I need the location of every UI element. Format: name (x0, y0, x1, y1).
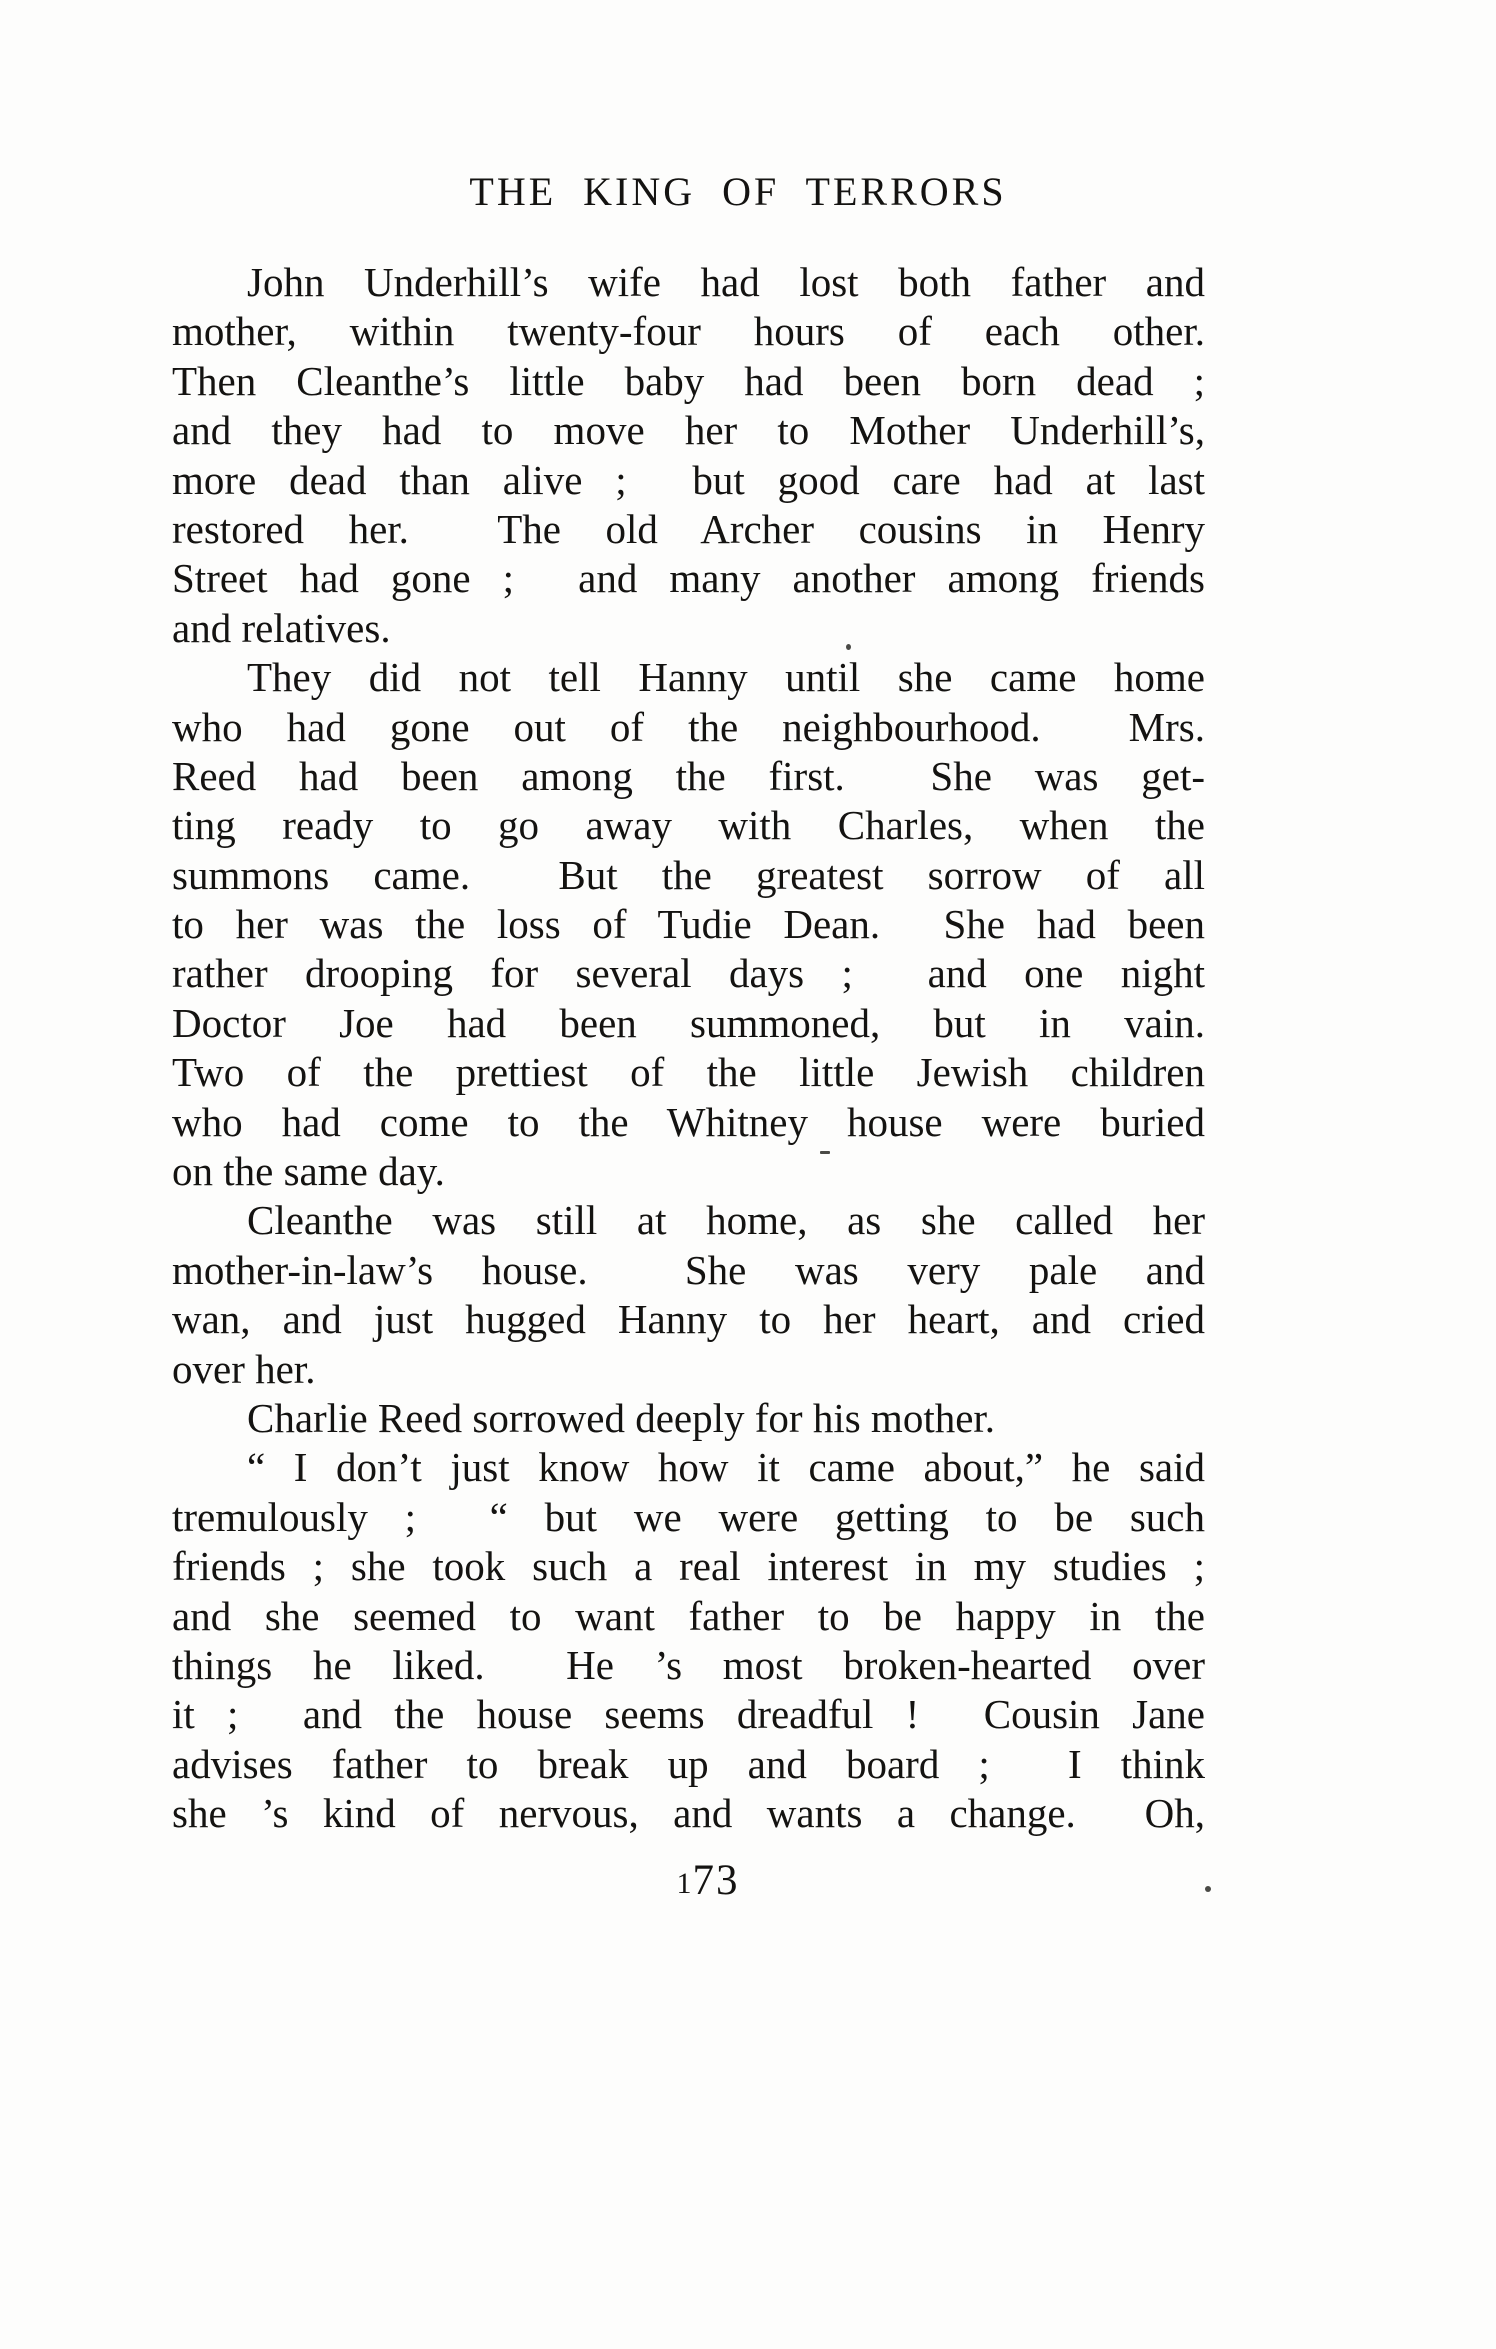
text-line: and relatives. (172, 604, 391, 651)
text-line: mother, within twenty-four hours of each other. (172, 308, 1205, 355)
scan-speck (846, 644, 851, 650)
text-line: Reed had been among the first. She was get- (172, 752, 1205, 799)
text-line: friends ; she took such a real interest in my studies ; (172, 1543, 1205, 1590)
scan-speck (1205, 1886, 1211, 1892)
page-number-digits (677, 1856, 740, 1905)
text-line: Street had gone ; and many another among friends (172, 555, 1205, 602)
text-line: Cleanthe was still at home, as she called her (247, 1197, 1205, 1244)
page-number (0, 1856, 1496, 1905)
text-line: advises father to break up and board ; I think (172, 1740, 1205, 1787)
text-line: more dead than alive ; but good care had at last (172, 456, 1205, 503)
text-line: tremulously ; “ but we were getting to be such (172, 1493, 1205, 1540)
page-number-rest-digits: 73 (692, 1857, 740, 1904)
text-line: They did not tell Hanny until she came home (247, 654, 1205, 701)
text-line: Two of the prettiest of the little Jewish children (172, 1049, 1205, 1096)
text-line: Doctor Joe had been summoned, but in vain. (172, 999, 1205, 1046)
text-line: and they had to move her to Mother Underhill’s, (172, 407, 1205, 454)
text-line: on the same day. (172, 1148, 445, 1195)
text-line: summons came. But the greatest sorrow of all (172, 851, 1205, 898)
scan-speck (820, 1151, 830, 1154)
text-line: wan, and just hugged Hanny to her heart, and cried (172, 1296, 1205, 1343)
text-line: rather drooping for several days ; and one night (172, 950, 1205, 997)
text-line: and she seemed to want father to be happy in the (172, 1592, 1205, 1639)
text-line: restored her. The old Archer cousins in Henry (172, 505, 1205, 552)
text-line: things he liked. He ’s most broken-hearted over (172, 1641, 1205, 1688)
text-line: mother-in-law’s house. She was very pale and (172, 1246, 1205, 1293)
text-line: over her. (172, 1345, 316, 1392)
text-line: John Underhill’s wife had lost both father and (247, 259, 1205, 305)
text-line: Then Cleanthe’s little baby had been born dead ; (172, 357, 1205, 404)
text-line: she ’s kind of nervous, and wants a change. Oh, (172, 1790, 1205, 1837)
text-line: who had gone out of the neighbourhood. Mrs. (172, 703, 1205, 750)
text-line: “ I don’t just know how it came about,” he said (247, 1444, 1205, 1491)
text-line: to her was the loss of Tudie Dean. She had been (172, 901, 1205, 948)
text-line: it ; and the house seems dreadful ! Cousin Jane (172, 1691, 1205, 1738)
body-text (172, 258, 1205, 1839)
text-line: Charlie Reed sorrowed deeply for his mother. (247, 1394, 996, 1441)
text-line: who had come to the Whitney house were buried (172, 1098, 1205, 1145)
page-number-lead-digit: 1 (676, 1867, 693, 1900)
running-head: THE KING OF TERRORS (469, 169, 1007, 214)
text-line: ting ready to go away with Charles, when the (172, 802, 1205, 849)
